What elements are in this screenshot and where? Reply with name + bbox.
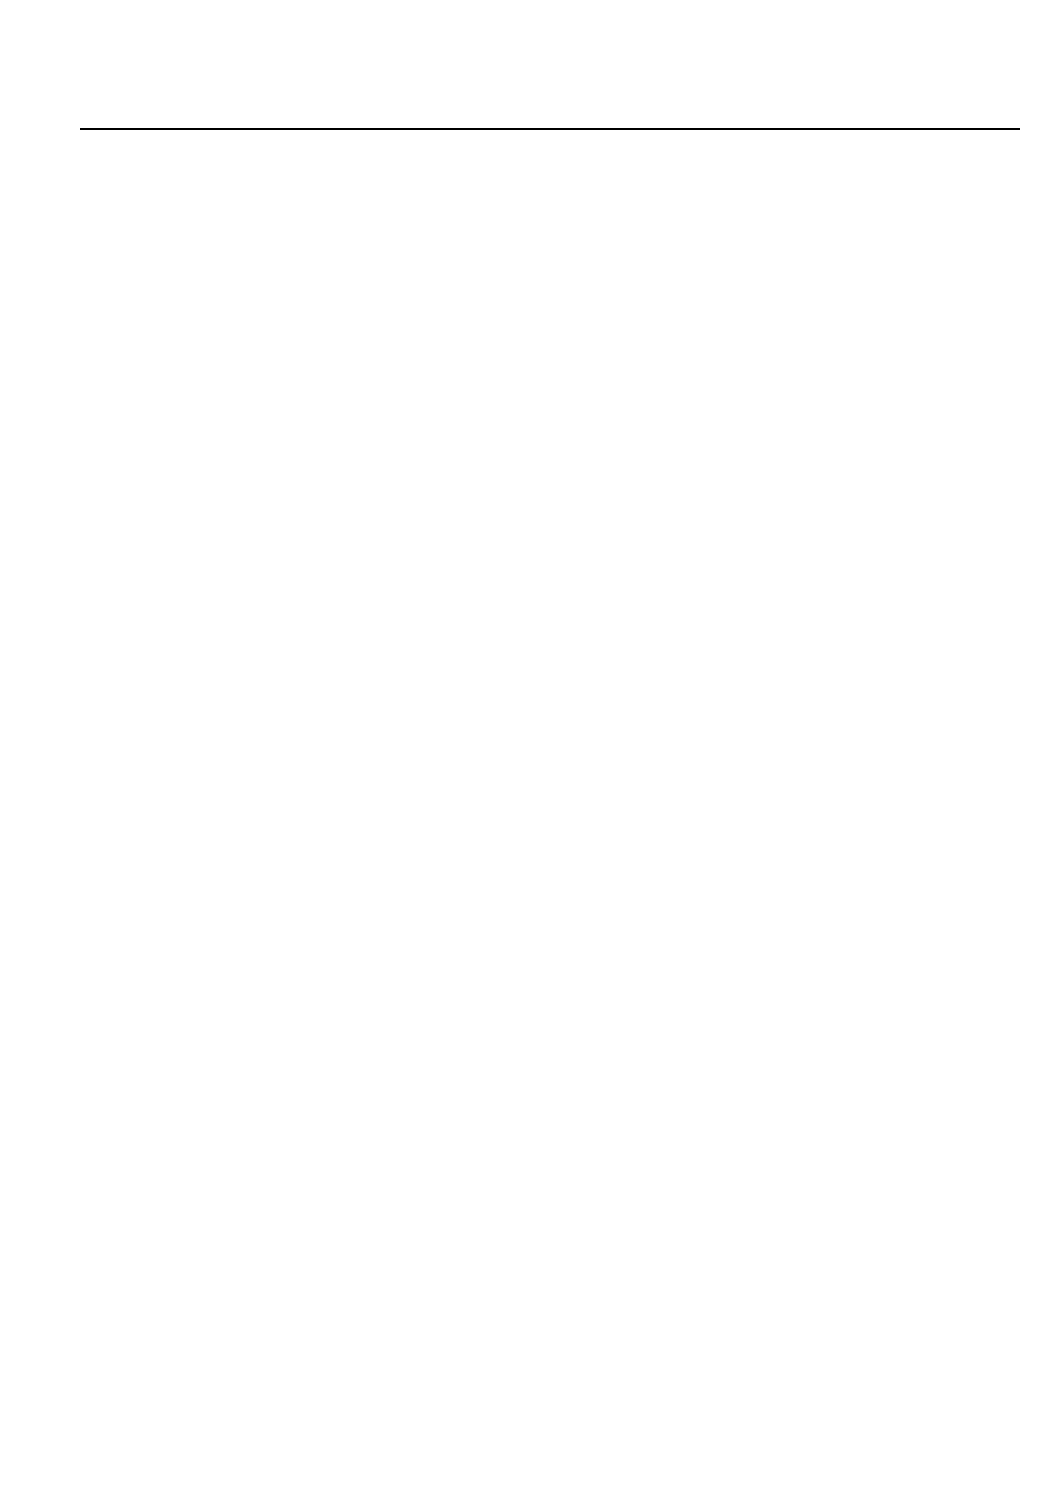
ranking-table	[80, 128, 1020, 130]
